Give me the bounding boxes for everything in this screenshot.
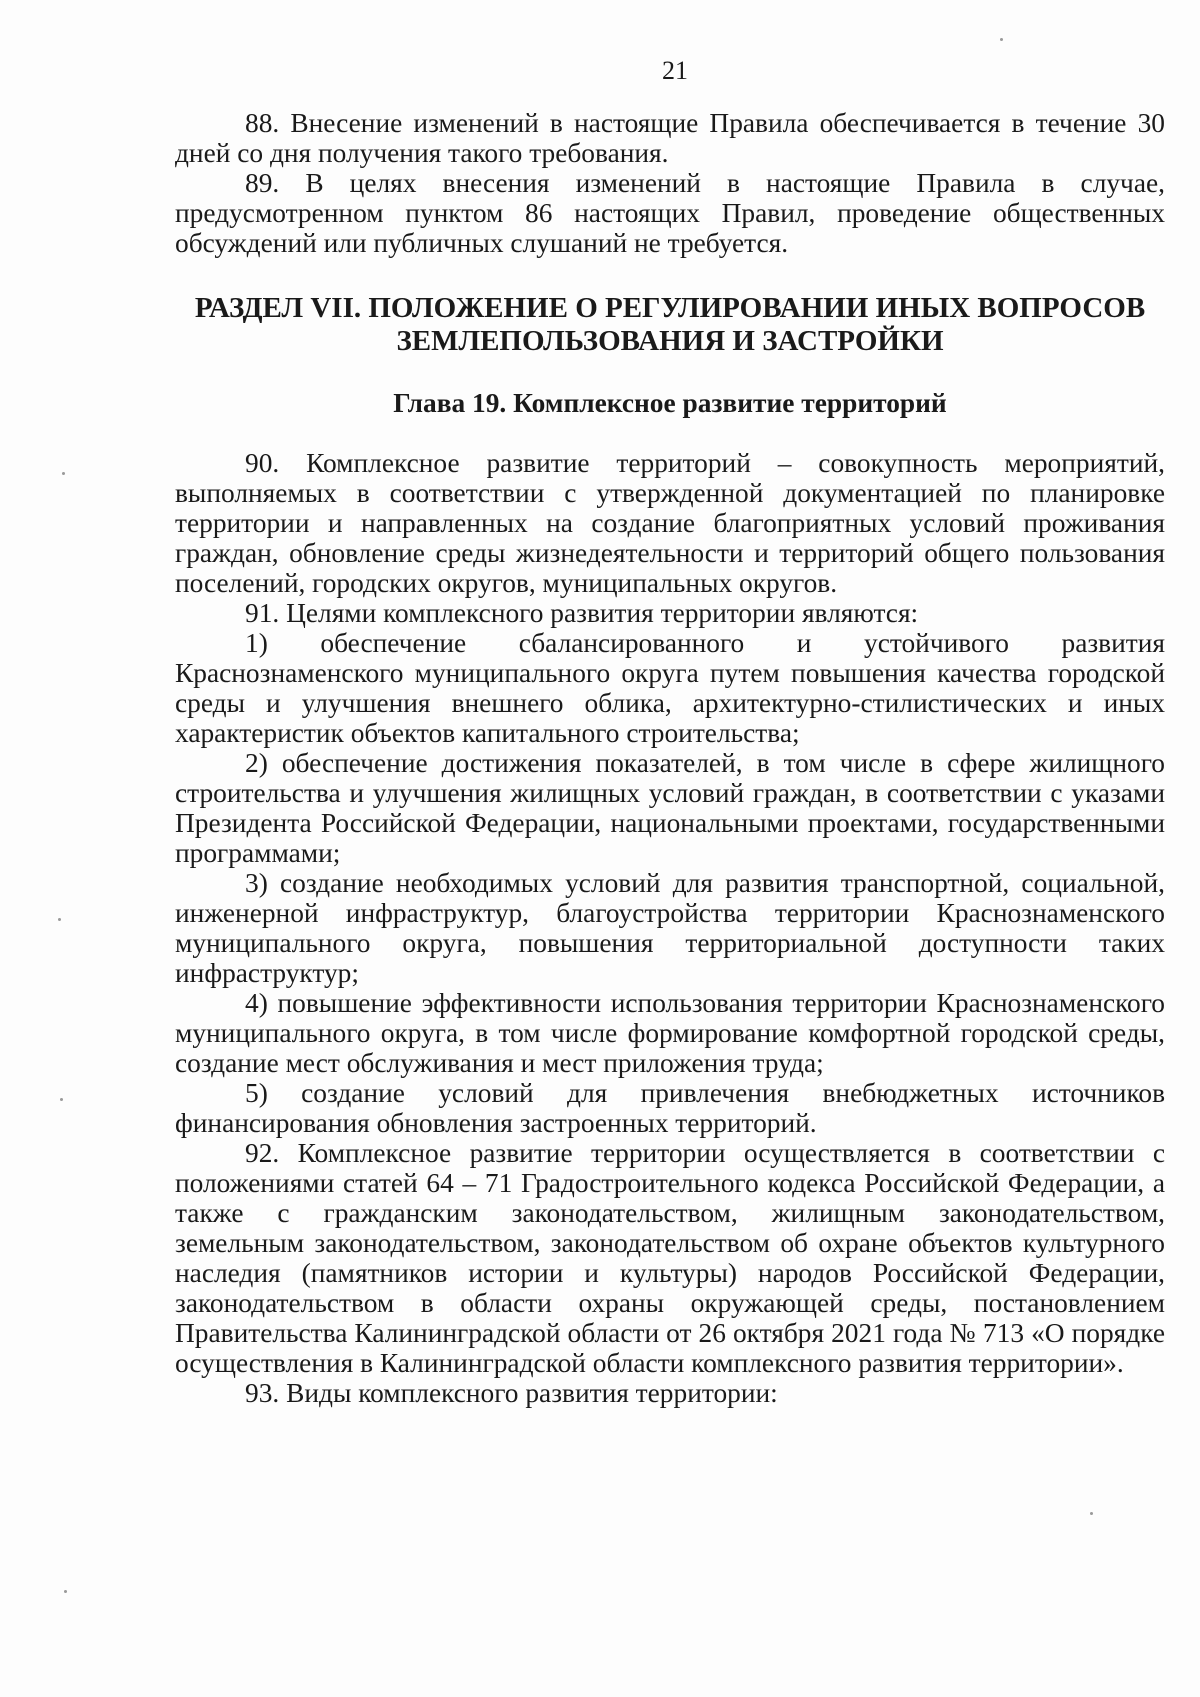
section-title-line2: ЗЕМЛЕПОЛЬЗОВАНИЯ И ЗАСТРОЙКИ: [396, 325, 944, 357]
section-title-line1: РАЗДЕЛ VII. ПОЛОЖЕНИЕ О РЕГУЛИРОВАНИИ ИНЫХ ВОПРОСОВ: [194, 292, 1146, 324]
page-number: 21: [662, 56, 688, 85]
scan-speck: [58, 918, 61, 921]
scan-speck: [1000, 38, 1003, 41]
list-item-5: 5) создание условий для привлечения внебюджетных источников финансирования обновления застроенных территорий.: [175, 1078, 1165, 1138]
scan-speck: [64, 1590, 67, 1593]
scan-speck: [1090, 1512, 1093, 1515]
intro-text: [175, 108, 1165, 258]
list-item-4: 4) повышение эффективности использования территории Краснознаменского муниципального округа, в том числе формирование комфортной городской среды, создание мест обслуживания и мест приложения труда;: [175, 988, 1165, 1078]
paragraph-92: 92. Комплексное развитие территории осуществляется в соответствии с положениями статей 64 – 71 Градостроительного кодекса Российской Федерации, а также с гражданским законодательством, жилищным законодательством, земельным законодательством, законодательством об охране объектов культурного наследия (памятников истории и культуры) народов Российской Федерации, законодательством в области охраны окружающей среды, постановлением Правительства Калининградской области от 26 октября 2021 года № 713 «О порядке осуществления в Калининградской области комплексного развития территории».: [175, 1138, 1165, 1378]
list-item-3: 3) создание необходимых условий для развития транспортной, социальной, инженерной инфраструктур, благоустройства территории Краснознаменского муниципального округа, повышения территориальной доступности таких инфраструктур;: [175, 868, 1165, 988]
scan-speck: [60, 1098, 63, 1101]
list-item-1: 1) обеспечение сбалансированного и устойчивого развития Краснознаменского муниципального округа путем повышения качества городской среды и улучшения внешнего облика, архитектурно-стилистических и иных характеристик объектов капитального строительства;: [175, 628, 1165, 748]
section-title: [175, 292, 1165, 358]
paragraph-88: 88. Внесение изменений в настоящие Правила обеспечивается в течение 30 дней со дня получения такого требования.: [175, 108, 1165, 168]
list-item-2: 2) обеспечение достижения показателей, в том числе в сфере жилищного строительства и улучшения жилищных условий граждан, в соответствии с указами Президента Российской Федерации, национальными проектами, государственными программами;: [175, 748, 1165, 868]
main-text: [175, 448, 1165, 1408]
paragraph-93: 93. Виды комплексного развития территории:: [245, 1378, 778, 1408]
paragraph-89: 89. В целях внесения изменений в настоящие Правила в случае, предусмотренном пунктом 86 настоящих Правил, проведение общественных обсуждений или публичных слушаний не требуется.: [175, 168, 1165, 258]
chapter-title: Глава 19. Комплексное развитие территорий: [393, 388, 947, 418]
scan-speck: [62, 472, 65, 475]
paragraph-90: 90. Комплексное развитие территорий – совокупность мероприятий, выполняемых в соответствии с утвержденной документацией по планировке территории и направленных на создание благоприятных условий проживания граждан, обновление среды жизнедеятельности и территорий общего пользования поселений, городских округов, муниципальных округов.: [175, 448, 1165, 598]
paragraph-91: 91. Целями комплексного развития территории являются:: [245, 598, 919, 628]
